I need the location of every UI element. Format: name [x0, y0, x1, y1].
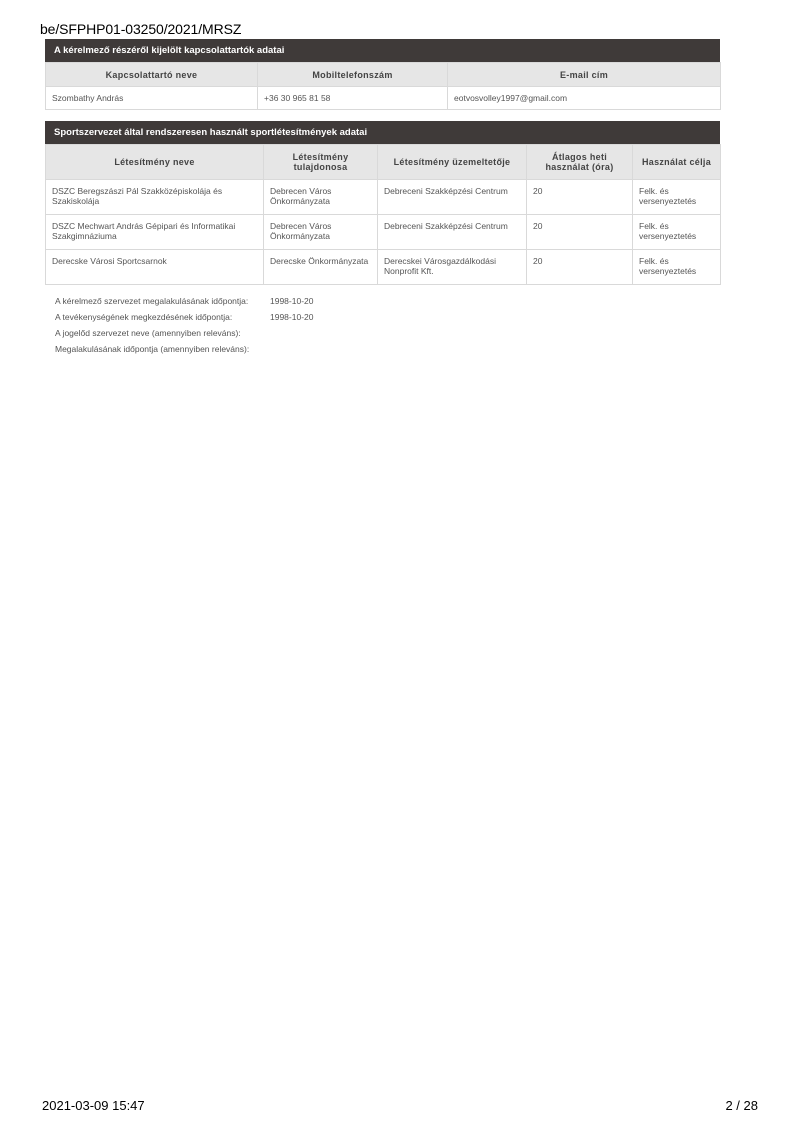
weekly-hours-cell: 20: [527, 180, 633, 215]
column-header-weekly-hours: Átlagos heti használat (óra): [527, 145, 633, 180]
predecessor-founding-label: Megalakulásának időpontja (amennyiben releváns):: [55, 344, 250, 354]
founding-date-row: [55, 296, 313, 312]
facility-name-cell: DSZC Mechwart András Gépipari és Informatikai Szakgimnáziuma: [46, 215, 264, 250]
usage-purpose-cell: Felk. és versenyeztetés: [633, 215, 721, 250]
usage-purpose-cell: Felk. és versenyeztetés: [633, 250, 721, 285]
activity-start-label: A tevékenységének megkezdésének időpontja:: [55, 312, 233, 322]
table-row: [46, 250, 721, 285]
column-header-mobile: Mobiltelefonszám: [258, 63, 448, 87]
table-row: [46, 87, 721, 110]
predecessor-name-row: [55, 328, 313, 344]
table-header-row: [46, 145, 721, 180]
footer-timestamp: 2021-03-09 15:47: [42, 1098, 145, 1113]
weekly-hours-cell: 20: [527, 215, 633, 250]
predecessor-name-label: A jogelőd szervezet neve (amennyiben releváns):: [55, 328, 241, 338]
table-row: [46, 180, 721, 215]
column-header-email: E-mail cím: [448, 63, 721, 87]
column-header-facility-operator: Létesítmény üzemeltetője: [378, 145, 527, 180]
activity-start-value: 1998-10-20: [270, 312, 314, 322]
facility-owner-cell: Derecske Önkormányzata: [264, 250, 378, 285]
founding-date-value: 1998-10-20: [270, 296, 314, 306]
document-id: be/SFPHP01-03250/2021/MRSZ: [40, 21, 242, 37]
contacts-section-title: A kérelmező részéről kijelölt kapcsolattartók adatai: [45, 39, 720, 62]
facilities-section: [45, 121, 720, 285]
table-row: [46, 215, 721, 250]
predecessor-founding-row: [55, 344, 313, 360]
column-header-facility-name: Létesítmény neve: [46, 145, 264, 180]
founding-date-label: A kérelmező szervezet megalakulásának időpontja:: [55, 296, 249, 306]
contacts-section: [45, 39, 720, 110]
facility-owner-cell: Debrecen Város Önkormányzata: [264, 180, 378, 215]
column-header-usage-purpose: Használat célja: [633, 145, 721, 180]
organization-info: [55, 296, 313, 360]
weekly-hours-cell: 20: [527, 250, 633, 285]
contact-email-cell: eotvosvolley1997@gmail.com: [448, 87, 721, 110]
column-header-contact-name: Kapcsolattartó neve: [46, 63, 258, 87]
contact-name-cell: Szombathy András: [46, 87, 258, 110]
activity-start-row: [55, 312, 313, 328]
table-header-row: [46, 63, 721, 87]
facility-name-cell: DSZC Beregszászi Pál Szakközépiskolája és Szakiskolája: [46, 180, 264, 215]
facilities-table: [45, 144, 721, 285]
contact-phone-cell: +36 30 965 81 58: [258, 87, 448, 110]
facility-name-cell: Derecske Városi Sportcsarnok: [46, 250, 264, 285]
facility-owner-cell: Debrecen Város Önkormányzata: [264, 215, 378, 250]
facility-operator-cell: Derecskei Városgazdálkodási Nonprofit Kft.: [378, 250, 527, 285]
facility-operator-cell: Debreceni Szakképzési Centrum: [378, 215, 527, 250]
facility-operator-cell: Debreceni Szakképzési Centrum: [378, 180, 527, 215]
column-header-facility-owner: Létesítmény tulajdonosa: [264, 145, 378, 180]
contacts-table: [45, 62, 721, 110]
facilities-section-title: Sportszervezet által rendszeresen használt sportlétesítmények adatai: [45, 121, 720, 144]
page-number: 2 / 28: [725, 1098, 758, 1113]
usage-purpose-cell: Felk. és versenyeztetés: [633, 180, 721, 215]
